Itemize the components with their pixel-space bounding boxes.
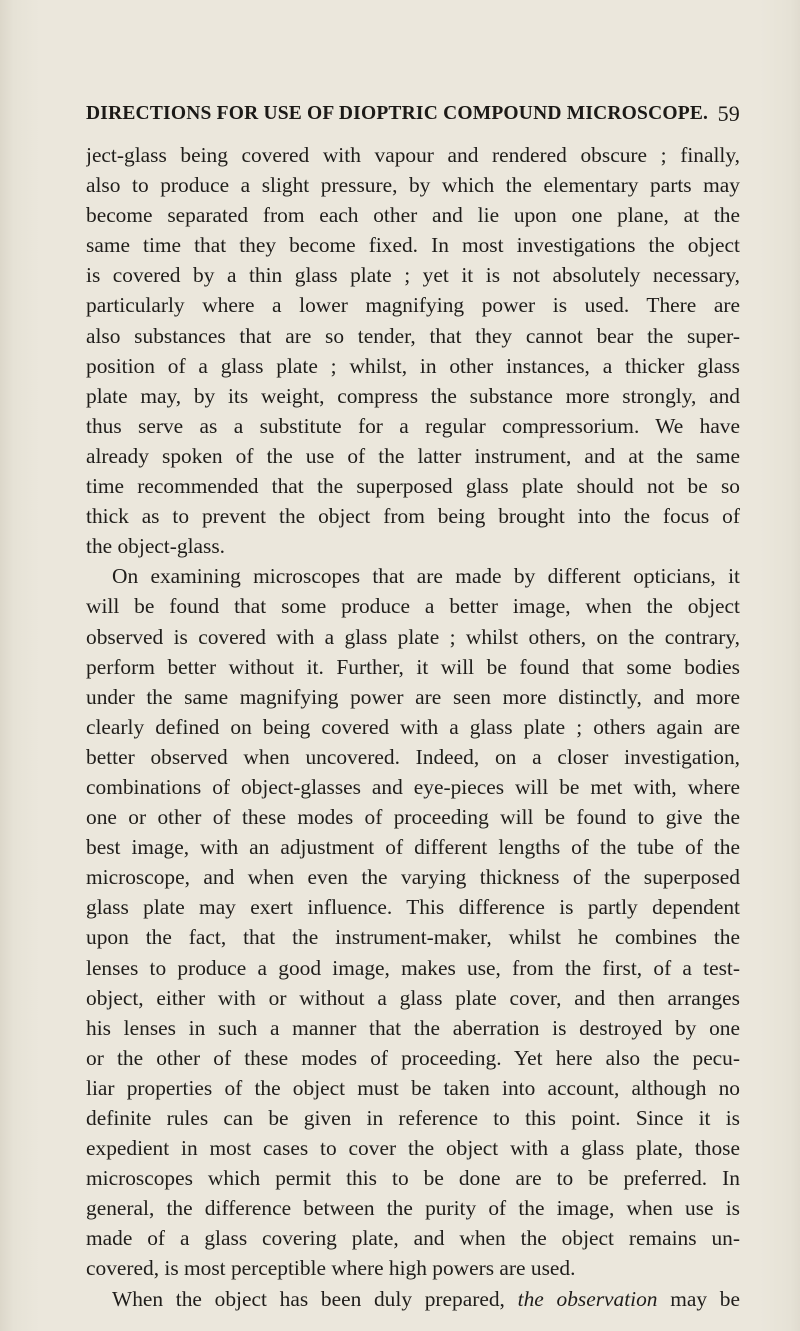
text-line: microscopes which permit this to be done are to be preferred. In bbox=[86, 1166, 740, 1191]
text-line: glass plate may exert influence. This difference is partly dependent bbox=[86, 895, 740, 920]
paragraph-start-line bbox=[86, 1284, 740, 1314]
text-line: covered, is most perceptible where high powers are used. bbox=[86, 1256, 576, 1281]
body-text bbox=[86, 140, 740, 1314]
text-line: time recommended that the superposed glass plate should not be so bbox=[86, 474, 740, 499]
text-line: microscope, and when even the varying thickness of the superposed bbox=[86, 865, 740, 890]
text-line: better observed when uncovered. Indeed, on a closer investigation, bbox=[86, 744, 740, 769]
text-line: particularly where a lower magnifying power is used. There are bbox=[86, 293, 740, 318]
text-line: plate may, by its weight, compress the substance more strongly, and bbox=[86, 383, 740, 408]
text-line: ject-glass being covered with vapour and rendered obscure ; finally, bbox=[86, 143, 740, 167]
running-title: DIRECTIONS FOR USE OF DIOPTRIC COMPOUND MICROSCOPE. bbox=[86, 103, 709, 124]
text-line: thus serve as a substitute for a regular compressorium. We have bbox=[86, 413, 740, 438]
page-number: 59 bbox=[717, 101, 740, 126]
text-line: his lenses in such a manner that the aberration is destroyed by one bbox=[86, 1015, 740, 1040]
text-line: lenses to produce a good image, makes use, from the first, of a test- bbox=[86, 955, 740, 980]
text-line: is covered by a thin glass plate ; yet it is not absolutely necessary, bbox=[86, 263, 740, 288]
text-line: position of a glass plate ; whilst, in other instances, a thicker glass bbox=[86, 353, 740, 378]
text-line: best image, with an adjustment of different lengths of the tube of the bbox=[86, 835, 740, 860]
text-line: the object-glass. bbox=[86, 534, 225, 559]
paragraph-start-line: On examining microscopes that are made by different opticians, it bbox=[112, 564, 740, 589]
text-line: definite rules can be given in reference to this point. Since it is bbox=[86, 1106, 740, 1130]
text-line: same time that they become fixed. In most investigations the object bbox=[86, 233, 740, 258]
text-line: also to produce a slight pressure, by which the elementary parts may bbox=[86, 173, 740, 198]
final-line-before: When the object has been duly prepared, bbox=[112, 1286, 505, 1311]
text-line: combinations of object-glasses and eye-pieces will be met with, where bbox=[86, 774, 740, 799]
final-line-after: may be bbox=[670, 1286, 740, 1311]
text-line: clearly defined on being covered with a glass plate ; others again are bbox=[86, 714, 740, 739]
text-line: made of a glass covering plate, and when the object remains un- bbox=[86, 1226, 740, 1251]
text-line: perform better without it. Further, it will be found that some bodies bbox=[86, 654, 740, 679]
text-line: liar properties of the object must be taken into account, although no bbox=[86, 1075, 740, 1100]
text-line: thick as to prevent the object from being brought into the focus of bbox=[86, 504, 740, 529]
text-line: object, either with or without a glass plate cover, and then arranges bbox=[86, 985, 740, 1010]
text-line: one or other of these modes of proceeding will be found to give the bbox=[86, 805, 740, 830]
text-line: observed is covered with a glass plate ; whilst others, on the contrary, bbox=[86, 624, 740, 649]
text-line: will be found that some produce a better image, when the object bbox=[86, 594, 740, 619]
text-line: expedient in most cases to cover the object with a glass plate, those bbox=[86, 1136, 740, 1161]
text-line: already spoken of the use of the latter instrument, and at the same bbox=[86, 443, 740, 468]
text-line: upon the fact, that the instrument-maker, whilst he combines the bbox=[86, 925, 740, 950]
text-line: general, the difference between the purity of the image, when use is bbox=[86, 1196, 740, 1221]
text-line: become separated from each other and lie upon one plane, at the bbox=[86, 203, 740, 228]
running-head bbox=[86, 103, 740, 133]
final-line-italic: the observation bbox=[517, 1286, 658, 1311]
text-line: or the other of these modes of proceeding. Yet here also the pecu- bbox=[86, 1045, 740, 1070]
text-line: under the same magnifying power are seen more distinctly, and more bbox=[86, 684, 740, 709]
text-line: also substances that are so tender, that they cannot bear the super- bbox=[86, 323, 740, 348]
